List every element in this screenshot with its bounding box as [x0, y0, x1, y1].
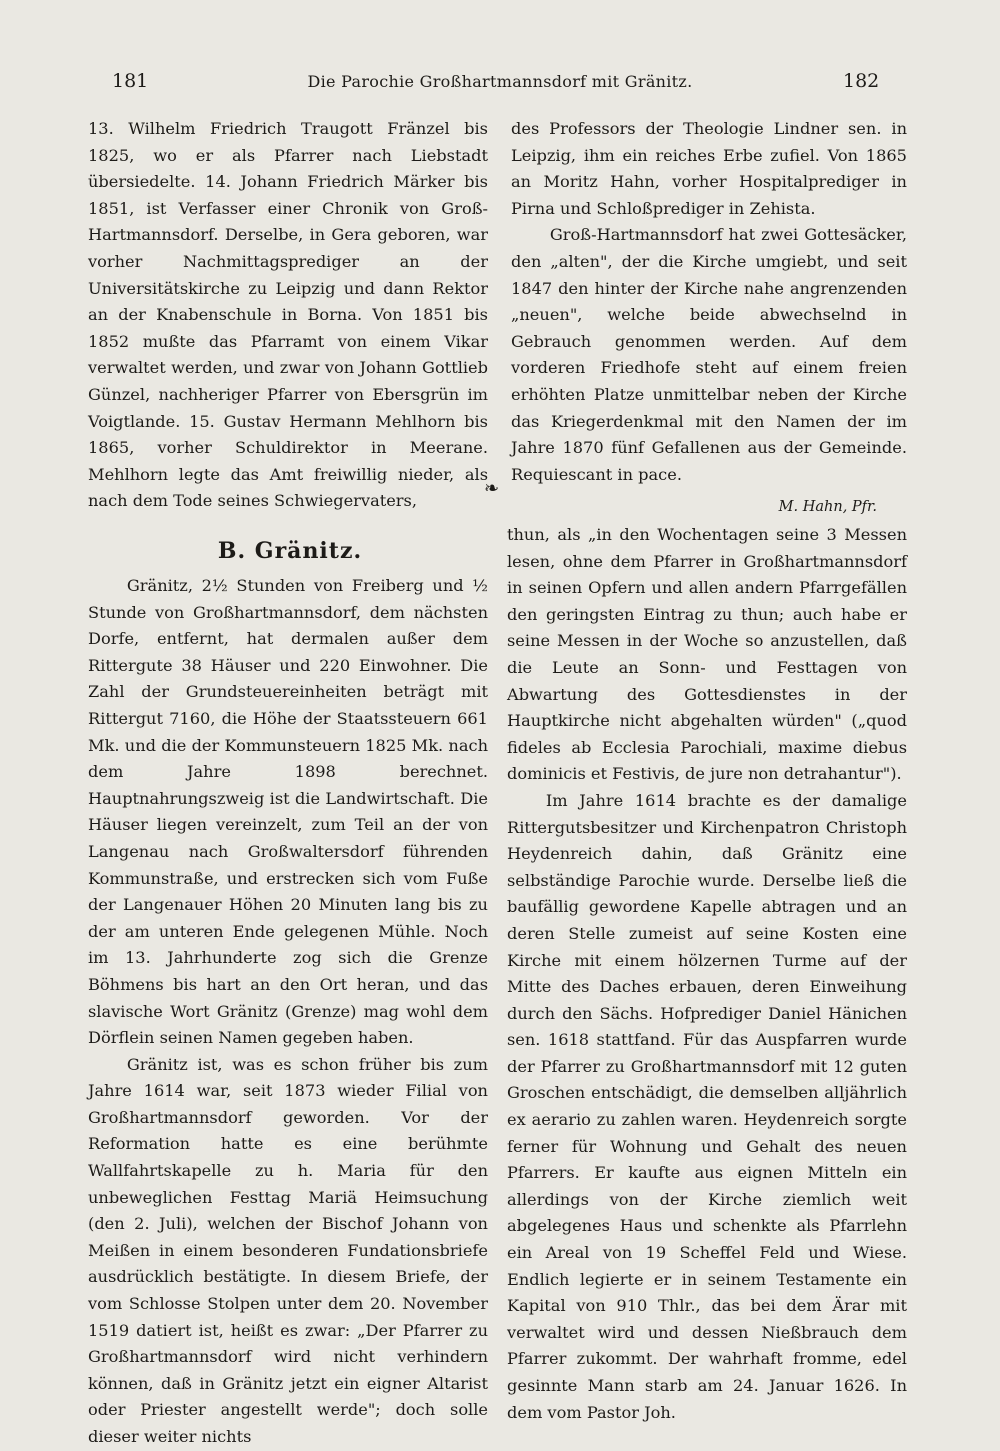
- top-left-column: [88, 116, 488, 515]
- paragraph: Groß-Hartmannsdorf hat zwei Gottesäcker, den „alten", der die Kirche umgiebt, und seit 1847 den hinter der Kirche nahe angrenzenden „neuen", welche beide abwechselnd in Gebrauch genommen werden. Auf dem vorderen Friedhofe steht auf einem freien erhöhten Platze unmittelbar neben der Kirche das Kriegerdenkmal mit den Namen der im Jahre 1870 fünf Gefallenen aus der Gemeinde. Requiescant in pace.: [511, 225, 907, 484]
- paragraph: 13. Wilhelm Friedrich Traugott Fränzel bis 1825, wo er als Pfarrer nach Liebstadt übersiedelte. 14. Johann Friedrich Märker bis 1851, ist Verfasser einer Chronik von Groß-Hartmannsdorf. Derselbe, in Gera geboren, war vorher Nachmittagsprediger an der Universitätskirche zu Leipzig und dann Rektor an der Knabenschule in Borna. Von 1851 bis 1852 mußte das Pfarramt von einem Vikar verwaltet werden, und zwar von Johann Gottlieb Günzel, nachheriger Pfarrer von Ebersgrün im Voigtlande. 15. Gustav Hermann Mehlhorn bis 1865, vorher Schuldirektor in Meerane. Mehlhorn legte das Amt freiwillig nieder, als nach dem Tode seines Schwiegervaters,: [88, 119, 488, 511]
- top-right-column: [511, 116, 907, 521]
- page-number-left: 181: [112, 70, 149, 92]
- bottom-left-column: [88, 573, 488, 1451]
- signature: M. Hahn, Pfr.: [778, 499, 877, 516]
- paragraph: Gränitz ist, was es schon früher bis zum Jahre 1614 war, seit 1873 wieder Filial von Großhartmannsdorf geworden. Vor der Reformation hatte es eine berühmte Wallfahrtskapelle zu h. Maria für den unbeweglichen Festtag Mariä Heimsuchung (den 2. Juli), welchen der Bischof Johann von Meißen in einem besonderen Fundationsbriefe ausdrücklich bestätigte. In diesem Briefe, der vom Schlosse Stolpen unter dem 20. November 1519 datiert ist, heißt es zwar: „Der Pfarrer zu Großhartmannsdorf wird nicht verhindern können, daß in Gränitz jetzt ein eigner Altarist oder Priester angestellt werde"; doch solle dieser weiter nichts: [88, 1054, 488, 1446]
- paragraph: thun, als „in den Wochentagen seine 3 Messen lesen, ohne dem Pfarrer in Großhartmannsdorf in seinen Opfern und allen andern Pfarrgefällen den geringsten Eintrag zu thun; auch habe er seine Messen in der Woche so anzustellen, daß die Leute an Sonn- und Festtagen von Abwartung des Gottesdienstes in der Hauptkirche nicht abgehalten würden" („quod fideles ab Ecclesia Parochiali, maxime diebus dominicis et Festivis, de jure non detrahantur").: [507, 525, 907, 784]
- section-heading: B. Gränitz.: [217, 538, 363, 564]
- paragraph: des Professors der Theologie Lindner sen. in Leipzig, ihm ein reiches Erbe zufiel. Von 1865 an Moritz Hahn, vorher Hospitalprediger in Pirna und Schloßprediger in Zehista.: [511, 119, 907, 218]
- page-number-right: 182: [843, 70, 880, 92]
- running-title: Die Parochie Großhartmannsdorf mit Gränitz.: [307, 72, 693, 91]
- paragraph: Gränitz, 2½ Stunden von Freiberg und ½ Stunde von Großhartmannsdorf, dem nächsten Dorfe, entfernt, hat dermalen außer dem Rittergute 38 Häuser und 220 Einwohner. Die Zahl der Grundsteuereinheiten beträgt mit Rittergut 7160, die Höhe der Staatssteuern 661 Mk. und die der Kommunsteuern 1825 Mk. nach dem Jahre 1898 berechnet. Hauptnahrungszweig ist die Landwirtschaft. Die Häuser liegen vereinzelt, zum Teil an der von Langenau nach Großwaltersdorf führenden Kommunstraße, und erstrecken sich vom Fuße der Langenauer Höhen 20 Minuten lang bis zu der am unteren Ende gelegenen Mühle. Noch im 13. Jahrhunderte zog sich die Grenze Böhmens bis hart an den Ort heran, und das slavische Wort Gränitz (Grenze) mag wohl dem Dörflein seinen Namen gegeben haben.: [88, 576, 488, 1048]
- paragraph: Im Jahre 1614 brachte es der damalige Rittergutsbesitzer und Kirchenpatron Christoph Heydenreich dahin, daß Gränitz eine selbständige Parochie wurde. Derselbe ließ die baufällig gewordene Kapelle abtragen und an deren Stelle zumeist auf seine Kosten eine Kirche mit einem hölzernen Turme auf der Mitte des Daches erbauen, deren Einweihung durch den Sächs. Hofprediger Daniel Hänichen sen. 1618 stattfand. Für das Auspfarren wurde der Pfarrer zu Großhartmannsdorf mit 12 guten Groschen entschädigt, die demselben alljährlich ex aerario zu zahlen waren. Heydenreich sorgte ferner für Wohnung und Gehalt des neuen Pfarrers. Er kaufte aus eignen Mitteln ein allerdings von der Kirche ziemlich weit abgelegenes Haus und schenkte als Pfarrlehn ein Areal von 19 Scheffel Feld und Wiese. Endlich legierte er in seinem Testamente ein Kapital von 910 Thlr., das bei dem Ärar mit verwaltet wird und dessen Nießbrauch dem Pfarrer zukommt. Der wahrhaft fromme, edel gesinnte Mann starb am 24. Januar 1626. In dem vom Pastor Joh.: [507, 790, 907, 1422]
- bottom-right-column: [507, 522, 907, 1426]
- ornament-icon: ❧: [484, 478, 500, 499]
